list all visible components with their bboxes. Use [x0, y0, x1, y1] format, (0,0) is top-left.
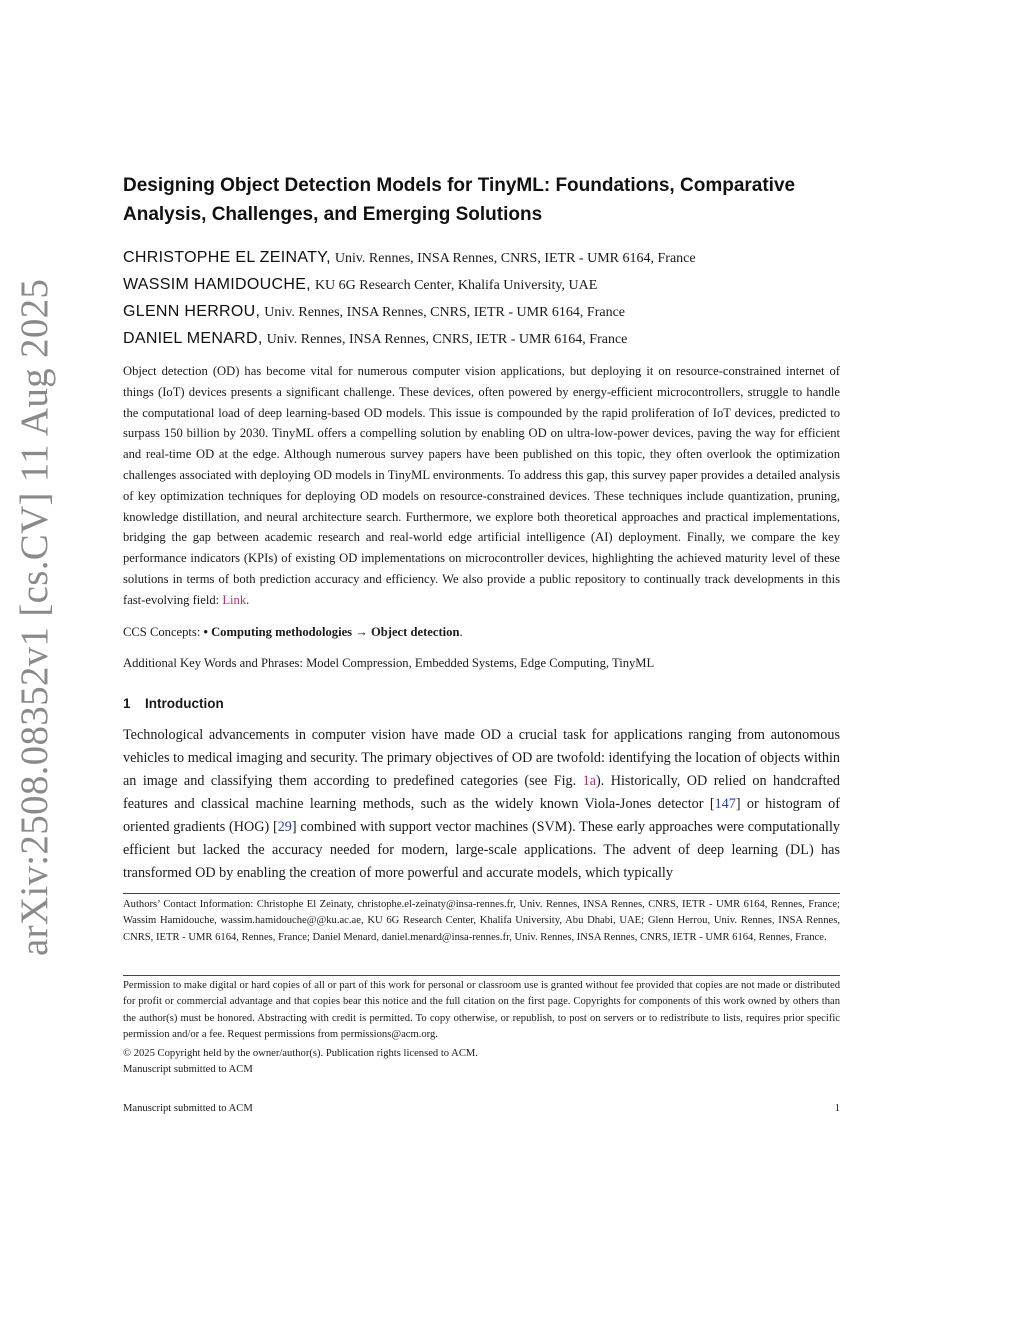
intro-text-2: ). Historically, OD relied on handcrafted features and classical machine learning methods, such as the widely known Viola-Jones detector [ [123, 773, 840, 812]
introduction-paragraph [123, 724, 840, 885]
section-number: 1 [123, 696, 131, 711]
section-title: Introduction [145, 696, 224, 711]
author-entry [123, 271, 840, 298]
page-number: 1 [834, 1103, 840, 1114]
author-affiliation: KU 6G Research Center, Khalifa University, UAE [314, 278, 598, 293]
arxiv-stamp: arXiv:2508.08352v1 [cs.CV] 11 Aug 2025 [13, 278, 56, 956]
ccs-label: CCS Concepts: [123, 625, 201, 639]
author-entry [123, 244, 840, 271]
ccs-end: . [459, 625, 463, 639]
ccs-category: Computing methodologies [211, 625, 353, 639]
section-heading [123, 696, 224, 711]
author-name: DANIEL MENARD, [123, 330, 263, 347]
author-name: GLENN HERROU, [123, 303, 261, 320]
permission-notice: Permission to make digital or hard copies of all or part of this work for personal or classroom use is granted without fee provided that copies are not made or distributed for profit or commercial advantage and that copies bear this notice and the full citation on the first page. Copyrights for components of this work owned by others than the author(s) must be honored. Abstracting with credit is permitted. To copy otherwise, or republish, to post on servers or to redistribute to lists, requires prior specific permission and/or a fee. Request permissions from permissions@acm.org. [123, 980, 840, 1041]
author-contact-info: Authors’ Contact Information: Christophe El Zeinaty, christophe.el-zeinaty@insa-rennes.fr, Univ. Rennes, INSA Rennes, CNRS, IETR - UMR 6164, Rennes, France; Wassim Hamidouche, wassim.hamidouche@@ku.ac.ae, KU 6G Research Center, Khalifa University, Abu Dhabi, UAE; Glenn Herrou, Univ. Rennes, INSA Rennes, CNRS, IETR - UMR 6164, Rennes, France; Daniel Menard, daniel.menard@insa-rennes.fr, Univ. Rennes, INSA Rennes, CNRS, IETR - UMR 6164, Rennes, France. [123, 899, 840, 943]
citation-link[interactable]: 147 [714, 796, 736, 812]
repository-link[interactable]: Link [222, 592, 247, 607]
permission-divider [123, 975, 840, 976]
footnote-divider [123, 893, 840, 894]
author-name: CHRISTOPHE EL ZEINATY, [123, 249, 331, 266]
ccs-topic: Object detection [370, 625, 460, 639]
keywords: Additional Key Words and Phrases: Model Compression, Embedded Systems, Edge Computing, TinyML [123, 656, 655, 670]
intro-text-3: ] or histogram of oriented gradients (HOG) [ [123, 796, 840, 835]
abstract [123, 361, 840, 611]
figure-reference[interactable]: 1a [582, 773, 597, 789]
paper-title: Designing Object Detection Models for TinyML: Foundations, Comparative Analysis, Challenges, and Emerging Solutions [123, 175, 796, 225]
abstract-text: Object detection (OD) has become vital for numerous computer vision applications, but deploying it on resource-constrained internet of things (IoT) devices presents a significant challenge. These devices, often powered by energy-efficient microcontrollers, struggle to handle the computational load of deep learning-based OD models. This issue is compounded by the rapid proliferation of IoT devices, predicted to surpass 150 billion by 2030. TinyML offers a compelling solution by enabling OD on ultra-low-power devices, paving the way for efficient and real-time OD at the edge. Although numerous survey papers have been published on this topic, they often overlook the optimization challenges associated with deploying OD models in TinyML environments. To address this gap, this survey paper provides a detailed analysis of key optimization techniques for deploying OD models on resource-constrained devices. These techniques include quantization, pruning, knowledge distillation, and neural architecture search. Furthermore, we explore both theoretical approaches and practical implementations, bridging the gap between academic research and real-world edge artificial intelligence (AI) deployment. Finally, we compare the key performance indicators (KPIs) of existing OD implementations on microcontroller devices, highlighting the achieved maturity level of these solutions in terms of both prediction accuracy and efficiency. We also provide a public repository to continually track developments in this fast-evolving field: [123, 364, 840, 607]
ccs-concepts [123, 622, 840, 642]
copyright-notice: © 2025 Copyright held by the owner/author(s). Publication rights licensed to ACM. [123, 1048, 478, 1059]
author-affiliation: Univ. Rennes, INSA Rennes, CNRS, IETR - UMR 6164, France [266, 332, 628, 347]
ccs-bullet: • [203, 625, 208, 639]
intro-text-4: ] combined with support vector machines (SVM). These early approaches were computationally efficient but lacked the accuracy needed for modern, large-scale applications. The advent of deep learning (DL) has transformed OD by enabling the creation of more powerful and accurate models, which typically [123, 819, 840, 881]
author-name: WASSIM HAMIDOUCHE, [123, 276, 311, 293]
abstract-end: . [246, 592, 250, 607]
author-affiliation: Univ. Rennes, INSA Rennes, CNRS, IETR - UMR 6164, France [264, 305, 626, 320]
ccs-arrow: → [355, 625, 368, 639]
author-list [123, 244, 840, 352]
author-entry [123, 325, 840, 352]
citation-link[interactable]: 29 [277, 819, 292, 835]
intro-text-1: Technological advancements in computer vision have made OD a crucial task for applications ranging from autonomous vehicles to medical imaging and security. The primary objectives of OD are twofold: identifying the location of objects within an image and classifying them according to predefined categories (see Fig. [123, 727, 840, 789]
manuscript-note: Manuscript submitted to ACM [123, 1064, 253, 1075]
footer-manuscript: Manuscript submitted to ACM [123, 1103, 253, 1114]
author-entry [123, 298, 840, 325]
author-affiliation: Univ. Rennes, INSA Rennes, CNRS, IETR - UMR 6164, France [334, 251, 696, 266]
